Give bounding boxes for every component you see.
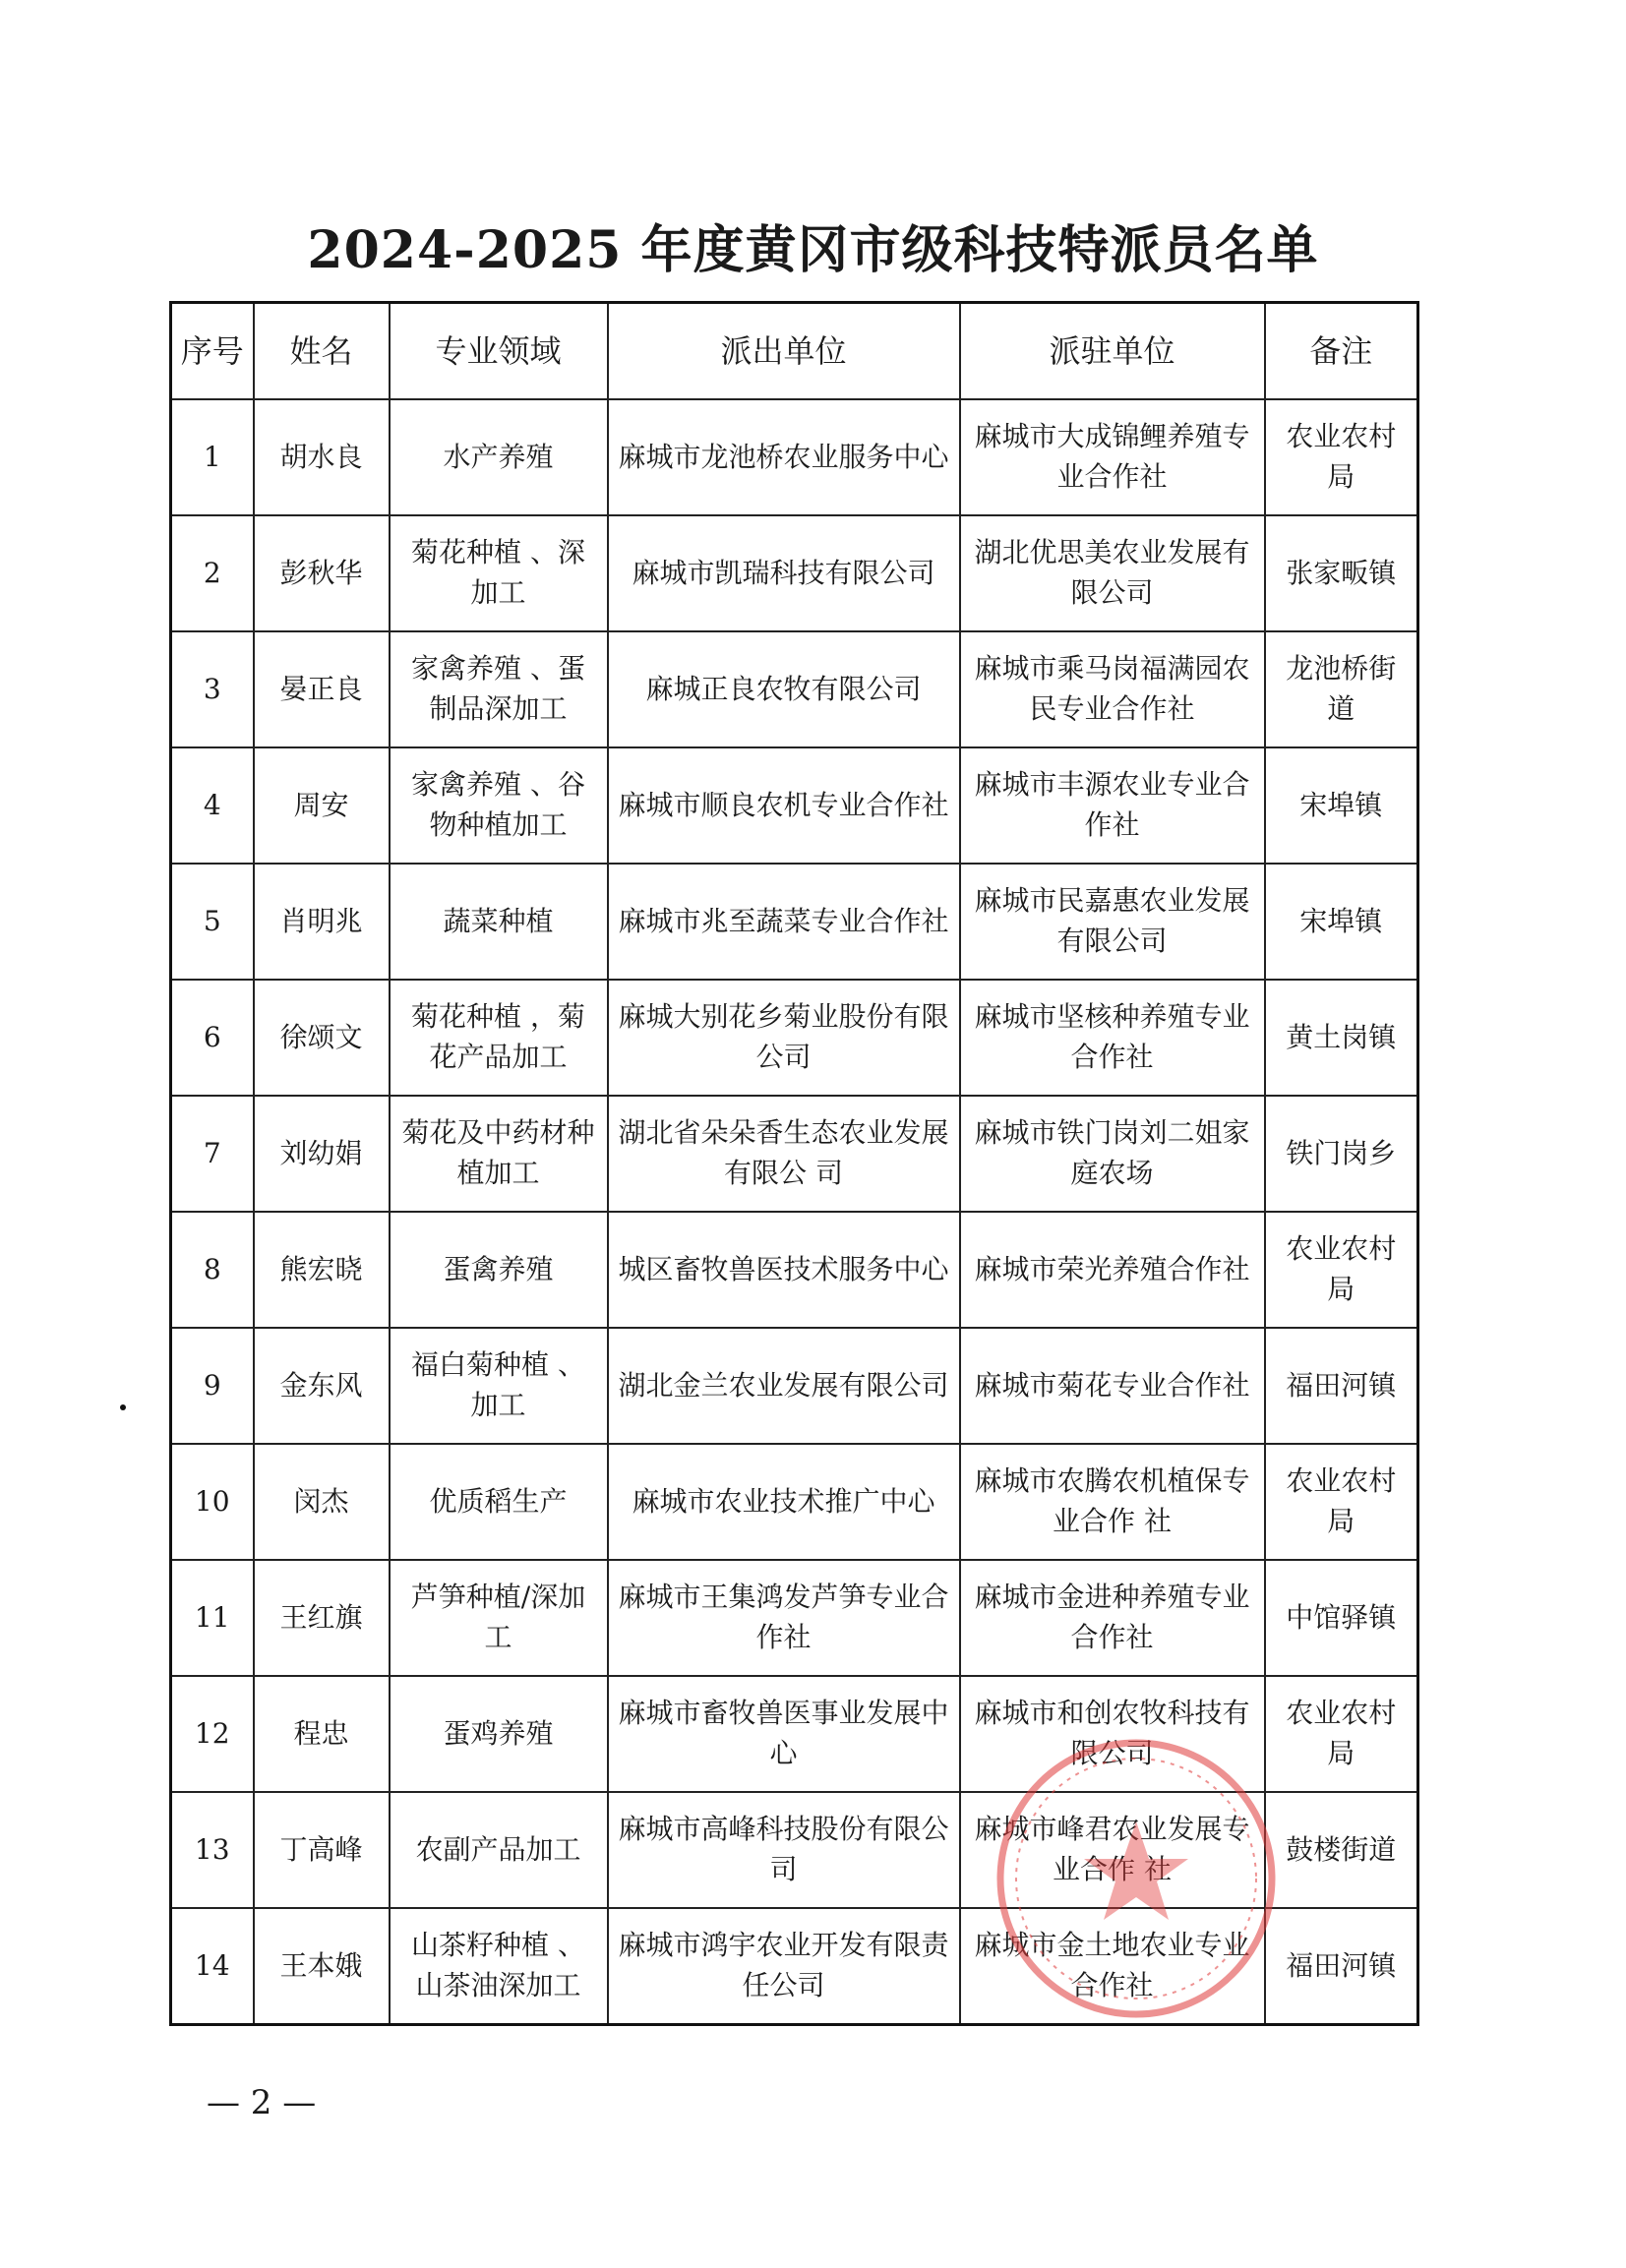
cell-dispatch-unit: 湖北金兰农业发展有限公司 bbox=[608, 1328, 960, 1444]
cell-host-unit: 麻城市大成锦鲤养殖专业合作社 bbox=[960, 399, 1265, 515]
cell-name: 晏正良 bbox=[254, 631, 390, 747]
cell-seq: 6 bbox=[171, 980, 254, 1096]
cell-dispatch-unit: 麻城市王集鸿发芦笋专业合作社 bbox=[608, 1560, 960, 1676]
cell-dispatch-unit: 麻城市凯瑞科技有限公司 bbox=[608, 515, 960, 631]
scan-mark-dot bbox=[120, 1404, 126, 1410]
cell-name: 丁高峰 bbox=[254, 1792, 390, 1908]
cell-remark: 黄土岗镇 bbox=[1265, 980, 1418, 1096]
cell-host-unit: 麻城市民嘉惠农业发展有限公司 bbox=[960, 864, 1265, 980]
cell-dispatch-unit: 湖北省朵朵香生态农业发展有限公 司 bbox=[608, 1096, 960, 1212]
cell-remark: 宋埠镇 bbox=[1265, 747, 1418, 864]
cell-field: 蔬菜种植 bbox=[390, 864, 608, 980]
cell-host-unit: 麻城市农腾农机植保专业合作 社 bbox=[960, 1444, 1265, 1560]
cell-remark: 龙池桥街道 bbox=[1265, 631, 1418, 747]
cell-remark: 农业农村局 bbox=[1265, 1444, 1418, 1560]
cell-seq: 11 bbox=[171, 1560, 254, 1676]
cell-host-unit: 麻城市坚核种养殖专业合作社 bbox=[960, 980, 1265, 1096]
cell-host-unit: 麻城市金进种养殖专业合作社 bbox=[960, 1560, 1265, 1676]
cell-name: 程忠 bbox=[254, 1676, 390, 1792]
cell-host-unit: 麻城市乘马岗福满园农民专业合作社 bbox=[960, 631, 1265, 747]
cell-seq: 10 bbox=[171, 1444, 254, 1560]
header-seq: 序号 bbox=[171, 303, 254, 400]
cell-host-unit: 麻城市菊花专业合作社 bbox=[960, 1328, 1265, 1444]
table-row bbox=[171, 1444, 1418, 1560]
cell-host-unit: 麻城市荣光养殖合作社 bbox=[960, 1212, 1265, 1328]
cell-field: 优质稻生产 bbox=[390, 1444, 608, 1560]
table-row bbox=[171, 747, 1418, 864]
cell-dispatch-unit: 麻城市兆至蔬菜专业合作社 bbox=[608, 864, 960, 980]
cell-remark: 农业农村局 bbox=[1265, 1676, 1418, 1792]
cell-host-unit: 麻城市和创农牧科技有限公司 bbox=[960, 1676, 1265, 1792]
cell-field: 菊花种植 、深加工 bbox=[390, 515, 608, 631]
cell-name: 王红旗 bbox=[254, 1560, 390, 1676]
cell-remark: 铁门岗乡 bbox=[1265, 1096, 1418, 1212]
header-host-unit: 派驻单位 bbox=[960, 303, 1265, 400]
table-row bbox=[171, 1096, 1418, 1212]
table-row bbox=[171, 1792, 1418, 1908]
table-row bbox=[171, 1212, 1418, 1328]
table-row bbox=[171, 515, 1418, 631]
cell-seq: 9 bbox=[171, 1328, 254, 1444]
cell-name: 王本娥 bbox=[254, 1908, 390, 2025]
cell-host-unit: 麻城市丰源农业专业合作社 bbox=[960, 747, 1265, 864]
cell-field: 菊花及中药材种植加工 bbox=[390, 1096, 608, 1212]
cell-name: 周安 bbox=[254, 747, 390, 864]
cell-remark: 张家畈镇 bbox=[1265, 515, 1418, 631]
cell-dispatch-unit: 麻城大别花乡菊业股份有限公司 bbox=[608, 980, 960, 1096]
cell-seq: 13 bbox=[171, 1792, 254, 1908]
cell-remark: 鼓楼街道 bbox=[1265, 1792, 1418, 1908]
page-title: 2024-2025 年度黄冈市级科技特派员名单 bbox=[307, 220, 1319, 280]
header-name: 姓名 bbox=[254, 303, 390, 400]
cell-dispatch-unit: 麻城市龙池桥农业服务中心 bbox=[608, 399, 960, 515]
cell-remark: 宋埠镇 bbox=[1265, 864, 1418, 980]
table-row bbox=[171, 631, 1418, 747]
cell-seq: 4 bbox=[171, 747, 254, 864]
table-header-row bbox=[171, 303, 1418, 400]
cell-dispatch-unit: 麻城市鸿宇农业开发有限责任公司 bbox=[608, 1908, 960, 2025]
header-dispatch-unit: 派出单位 bbox=[608, 303, 960, 400]
table-row bbox=[171, 399, 1418, 515]
cell-name: 熊宏晓 bbox=[254, 1212, 390, 1328]
cell-name: 徐颂文 bbox=[254, 980, 390, 1096]
cell-remark: 福田河镇 bbox=[1265, 1908, 1418, 2025]
cell-name: 闵杰 bbox=[254, 1444, 390, 1560]
cell-seq: 12 bbox=[171, 1676, 254, 1792]
cell-remark: 农业农村局 bbox=[1265, 399, 1418, 515]
cell-host-unit: 麻城市金土地农业专业合作社 bbox=[960, 1908, 1265, 2025]
cell-seq: 3 bbox=[171, 631, 254, 747]
cell-remark: 中馆驿镇 bbox=[1265, 1560, 1418, 1676]
cell-field: 菊花种植 ，菊花产品加工 bbox=[390, 980, 608, 1096]
cell-seq: 1 bbox=[171, 399, 254, 515]
cell-field: 家禽养殖 、谷物种植加工 bbox=[390, 747, 608, 864]
cell-seq: 14 bbox=[171, 1908, 254, 2025]
cell-seq: 5 bbox=[171, 864, 254, 980]
cell-name: 金东风 bbox=[254, 1328, 390, 1444]
cell-dispatch-unit: 城区畜牧兽医技术服务中心 bbox=[608, 1212, 960, 1328]
cell-name: 彭秋华 bbox=[254, 515, 390, 631]
cell-field: 福白菊种植 、加工 bbox=[390, 1328, 608, 1444]
roster-table bbox=[169, 301, 1419, 2026]
cell-host-unit: 麻城市铁门岗刘二姐家庭农场 bbox=[960, 1096, 1265, 1212]
cell-seq: 2 bbox=[171, 515, 254, 631]
cell-dispatch-unit: 麻城市农业技术推广中心 bbox=[608, 1444, 960, 1560]
table-row bbox=[171, 1328, 1418, 1444]
header-field: 专业领域 bbox=[390, 303, 608, 400]
cell-seq: 8 bbox=[171, 1212, 254, 1328]
table-row bbox=[171, 1676, 1418, 1792]
table-body bbox=[171, 399, 1418, 2025]
header-remark: 备注 bbox=[1265, 303, 1418, 400]
table-row bbox=[171, 864, 1418, 980]
cell-field: 蛋鸡养殖 bbox=[390, 1676, 608, 1792]
table-row bbox=[171, 1908, 1418, 2025]
cell-field: 家禽养殖 、蛋制品深加工 bbox=[390, 631, 608, 747]
cell-seq: 7 bbox=[171, 1096, 254, 1212]
cell-field: 山茶籽种植 、山茶油深加工 bbox=[390, 1908, 608, 2025]
cell-host-unit: 麻城市峰君农业发展专业合作 社 bbox=[960, 1792, 1265, 1908]
table-row bbox=[171, 980, 1418, 1096]
cell-name: 肖明兆 bbox=[254, 864, 390, 980]
table-row bbox=[171, 1560, 1418, 1676]
cell-field: 农副产品加工 bbox=[390, 1792, 608, 1908]
cell-host-unit: 湖北优思美农业发展有限公司 bbox=[960, 515, 1265, 631]
cell-remark: 福田河镇 bbox=[1265, 1328, 1418, 1444]
cell-name: 刘幼娟 bbox=[254, 1096, 390, 1212]
cell-dispatch-unit: 麻城市高峰科技股份有限公司 bbox=[608, 1792, 960, 1908]
cell-dispatch-unit: 麻城市顺良农机专业合作社 bbox=[608, 747, 960, 864]
cell-field: 蛋禽养殖 bbox=[390, 1212, 608, 1328]
cell-dispatch-unit: 麻城正良农牧有限公司 bbox=[608, 631, 960, 747]
cell-field: 芦笋种植/深加工 bbox=[390, 1560, 608, 1676]
cell-name: 胡水良 bbox=[254, 399, 390, 515]
cell-dispatch-unit: 麻城市畜牧兽医事业发展中心 bbox=[608, 1676, 960, 1792]
cell-remark: 农业农村局 bbox=[1265, 1212, 1418, 1328]
page-number: — 2 — bbox=[207, 2083, 317, 2122]
cell-field: 水产养殖 bbox=[390, 399, 608, 515]
